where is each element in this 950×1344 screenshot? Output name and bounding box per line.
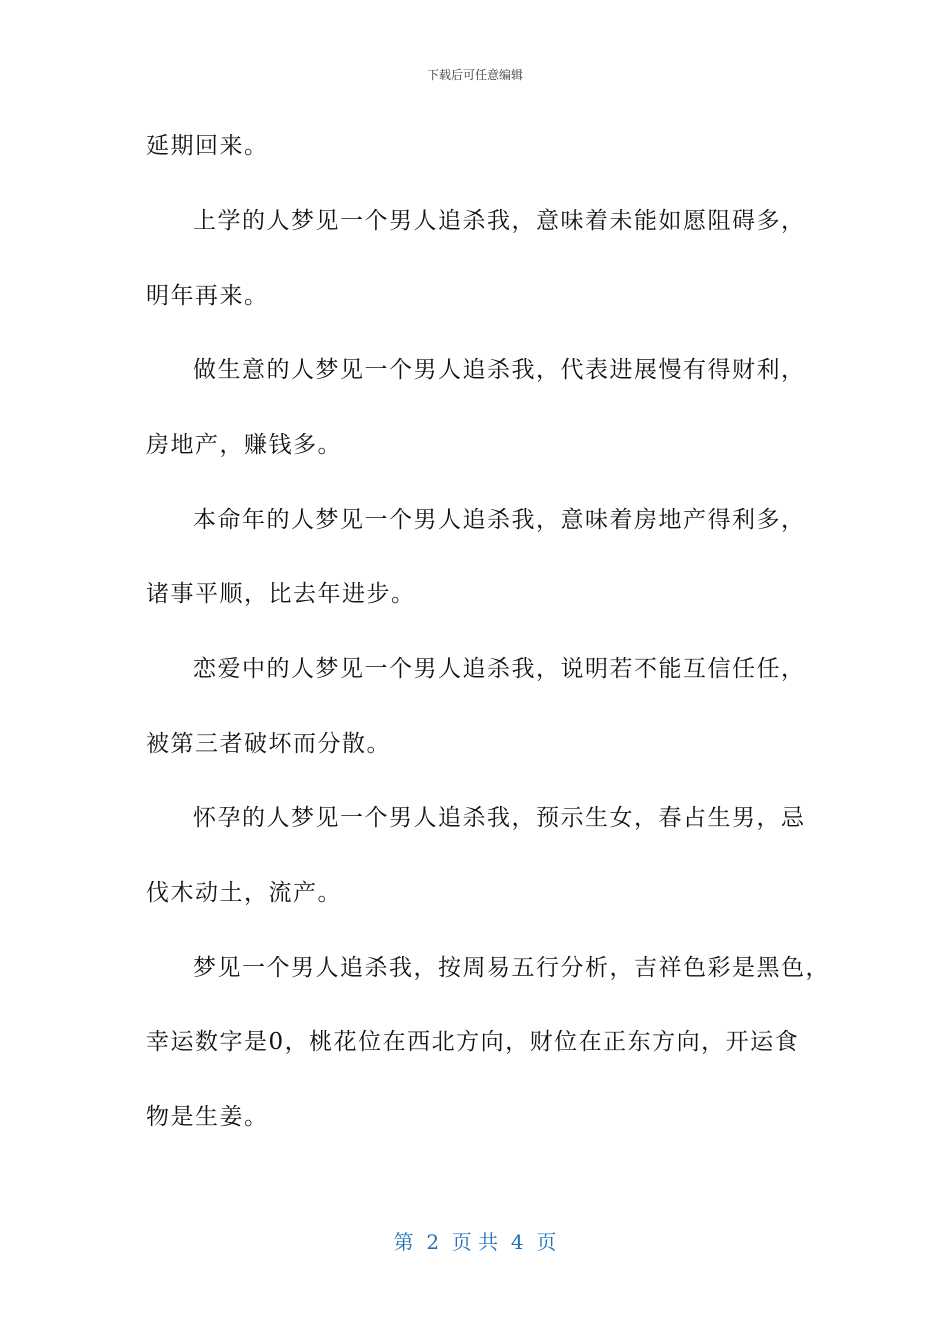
text-line: 明年再来。 (146, 283, 269, 309)
text-line: 物是生姜。 (146, 1104, 269, 1130)
paragraph-first-line: 做生意的人梦见一个男人追杀我，代表进展慢有得财利， (193, 357, 806, 383)
paragraph-first-line: 上学的人梦见一个男人追杀我，意味着未能如愿阻碍多， (193, 208, 806, 234)
paragraph-first-line: 梦见一个男人追杀我，按周易五行分析，吉祥色彩是黑色， (193, 955, 830, 981)
page-number: 第 2 页 共 4 页 (393, 1230, 557, 1254)
paragraph-first-line: 恋爱中的人梦见一个男人追杀我，说明若不能互信任任， (193, 656, 806, 682)
text-line: 伐木动土，流产。 (146, 880, 342, 906)
text-line: 房地产，赚钱多。 (146, 432, 342, 458)
text-line: 诸事平顺，比去年进步。 (146, 581, 416, 607)
text-line: 延期回来。 (146, 133, 269, 159)
paragraph-first-line: 怀孕的人梦见一个男人追杀我，预示生女，春占生男，忌 (193, 805, 806, 831)
text-line: 被第三者破坏而分散。 (146, 731, 391, 757)
header-note: 下载后可任意编辑 (426, 68, 523, 82)
paragraph-first-line: 本命年的人梦见一个男人追杀我，意味着房地产得利多， (193, 507, 806, 533)
text-line: 幸运数字是0，桃花位在西北方向，财位在正东方向，开运食 (146, 1029, 800, 1055)
